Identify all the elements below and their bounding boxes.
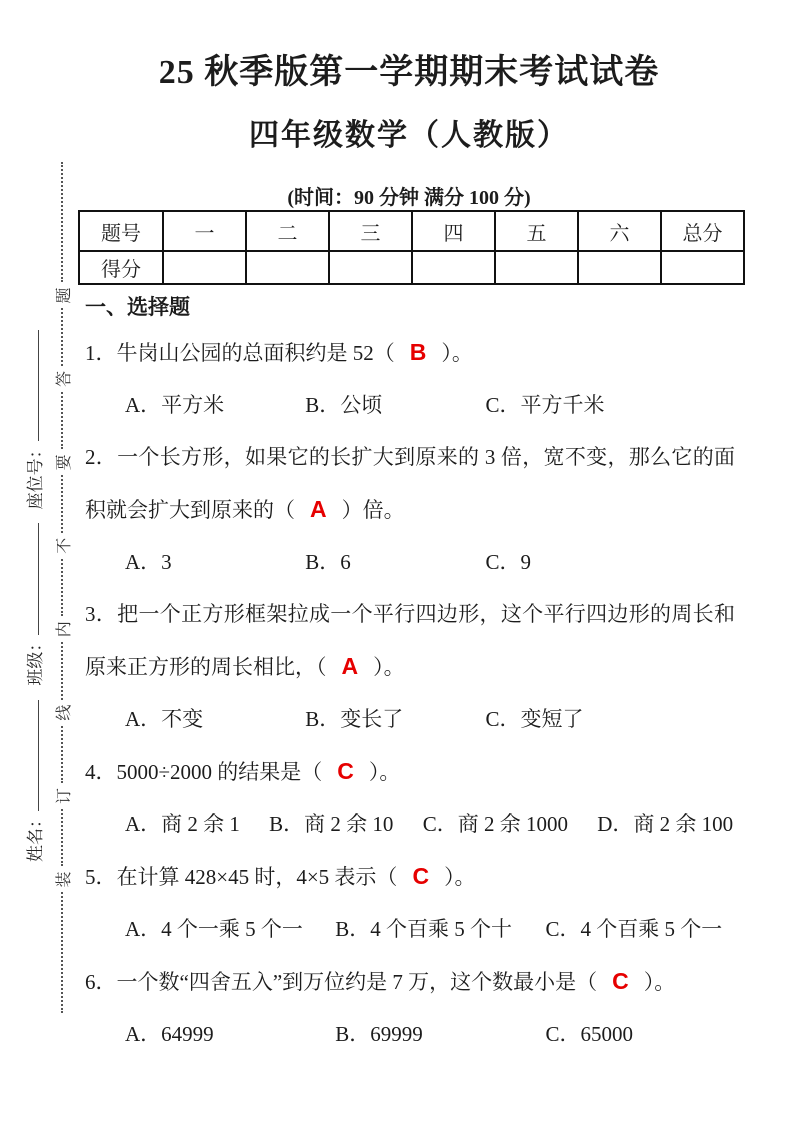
student-info-column <box>22 316 44 862</box>
answer-letter: C <box>337 758 354 784</box>
dotted-line-segment <box>61 726 63 783</box>
dotted-line-segment <box>61 809 63 866</box>
score-table-header-cell: 四 <box>412 211 495 251</box>
option-a: A．4 个一乘 5 个一 <box>125 917 303 941</box>
option-c: C．9 <box>485 550 532 574</box>
option-a: A．64999 <box>125 1022 214 1046</box>
question-stem: 6．一个数“四舍五入”到万位约是 7 万，这个数最小是（ <box>85 970 598 994</box>
question-stem: 5．在计算 428×45 时，4×5 表示（ <box>85 865 398 889</box>
exam-subtitle: 四年级数学（人教版） <box>249 119 569 152</box>
score-cell-empty <box>412 251 495 284</box>
options-row <box>85 693 735 745</box>
score-cell-empty <box>329 251 412 284</box>
option-c: C．4 个百乘 5 个一 <box>545 917 723 941</box>
dotted-line-segment <box>61 892 63 1013</box>
answer-letter: C <box>412 863 430 889</box>
question-stem-end: ）。 <box>368 760 401 784</box>
dotted-line-segment <box>61 392 63 449</box>
binding-line <box>53 157 71 1018</box>
dotted-line-segment <box>61 642 63 699</box>
score-table-header-cell: 题号 <box>79 211 163 251</box>
seat-blank-line <box>38 330 39 441</box>
question-stem-end: ）。 <box>373 655 405 679</box>
options-row <box>85 379 735 431</box>
option-a: A．平方米 <box>125 393 225 417</box>
score-table-header-cell: 三 <box>329 211 412 251</box>
question-text <box>85 326 735 379</box>
question-text <box>85 745 735 798</box>
dotted-line-segment <box>61 309 63 366</box>
binding-char: 装 <box>55 871 73 888</box>
option-b: B．变长了 <box>305 707 404 731</box>
option-b: B．69999 <box>335 1022 423 1046</box>
score-cell-empty <box>495 251 578 284</box>
question-stem-end: ）。 <box>643 970 676 994</box>
question-text <box>85 955 735 1008</box>
binding-char: 订 <box>55 788 73 805</box>
binding-char: 答 <box>55 370 73 387</box>
option-c: C．变短了 <box>485 707 584 731</box>
option-a: A．商 2 余 1 <box>125 812 240 836</box>
section-heading: 一、选择题 <box>85 295 190 319</box>
option-a: A．不变 <box>125 707 204 731</box>
class-blank-line <box>38 523 39 634</box>
answer-letter: A <box>341 653 359 679</box>
score-table-header-cell: 五 <box>495 211 578 251</box>
option-b: B．公顷 <box>305 393 383 417</box>
question-stem: 4．5000÷2000 的结果是（ <box>85 760 323 784</box>
score-cell-empty <box>661 251 744 284</box>
seat-number-label: 座位号： <box>25 441 45 510</box>
answer-letter: A <box>310 496 327 522</box>
question-stem-end: ）倍。 <box>341 498 405 522</box>
question-text <box>85 431 735 536</box>
score-table-header-cell: 六 <box>578 211 661 251</box>
score-table-header-cell: 一 <box>163 211 246 251</box>
option-d: D．商 2 余 100 <box>597 812 734 836</box>
binding-char: 不 <box>55 537 73 554</box>
question-2 <box>85 431 735 588</box>
binding-char: 题 <box>55 287 73 304</box>
question-stem: 3．把一个正方形框架拉成一个平行四边形，这个平行四边形的周长和原来正方形的周长相比，（ <box>85 602 735 679</box>
class-label: 班级： <box>25 634 45 686</box>
score-row-label: 得分 <box>79 251 163 284</box>
score-table-header-cell: 总分 <box>661 211 744 251</box>
options-row <box>85 536 735 588</box>
option-c: C．商 2 余 1000 <box>422 812 568 836</box>
answer-letter: C <box>612 968 629 994</box>
dotted-line-segment <box>61 162 63 283</box>
exam-title: 25 秋季版第一学期期末考试试卷 <box>158 54 660 91</box>
options-row <box>85 903 735 955</box>
score-cell-empty <box>578 251 661 284</box>
question-stem: 2．一个长方形，如果它的长扩大到原来的 3 倍，宽不变，那么它的面积就会扩大到原来的（ <box>85 445 735 522</box>
dotted-line-segment <box>61 475 63 532</box>
option-b: B．6 <box>305 550 351 574</box>
options-row <box>85 798 735 850</box>
name-blank-line <box>38 700 39 811</box>
options-row <box>85 1008 735 1060</box>
dotted-line-segment <box>61 559 63 616</box>
question-stem: 1．牛岗山公园的总面积约是 52（ <box>85 341 395 365</box>
score-table <box>78 210 745 285</box>
question-6 <box>85 955 735 1060</box>
score-table-header-cell: 二 <box>246 211 329 251</box>
binding-char: 线 <box>55 704 73 721</box>
binding-char: 内 <box>55 621 73 638</box>
question-stem-end: ）。 <box>441 341 473 365</box>
option-a: A．3 <box>125 550 172 574</box>
question-stem-end: ）。 <box>444 865 476 889</box>
option-c: C．平方千米 <box>485 393 605 417</box>
name-label: 姓名： <box>25 811 45 862</box>
option-c: C．65000 <box>545 1022 634 1046</box>
question-3 <box>85 588 735 745</box>
score-table-score-row <box>79 251 744 284</box>
option-b: B．4 个百乘 5 个十 <box>335 917 513 941</box>
question-text <box>85 850 735 903</box>
time-score-line: (时间：90 分钟 满分 100 分) <box>287 187 531 209</box>
option-b: B．商 2 余 10 <box>269 812 394 836</box>
binding-char: 要 <box>55 454 73 471</box>
question-text <box>85 588 735 693</box>
questions-area <box>85 326 735 1060</box>
score-table-header-row <box>79 211 744 251</box>
question-4 <box>85 745 735 850</box>
answer-letter: B <box>409 339 427 365</box>
question-1 <box>85 326 735 431</box>
score-cell-empty <box>163 251 246 284</box>
question-5 <box>85 850 735 955</box>
score-cell-empty <box>246 251 329 284</box>
